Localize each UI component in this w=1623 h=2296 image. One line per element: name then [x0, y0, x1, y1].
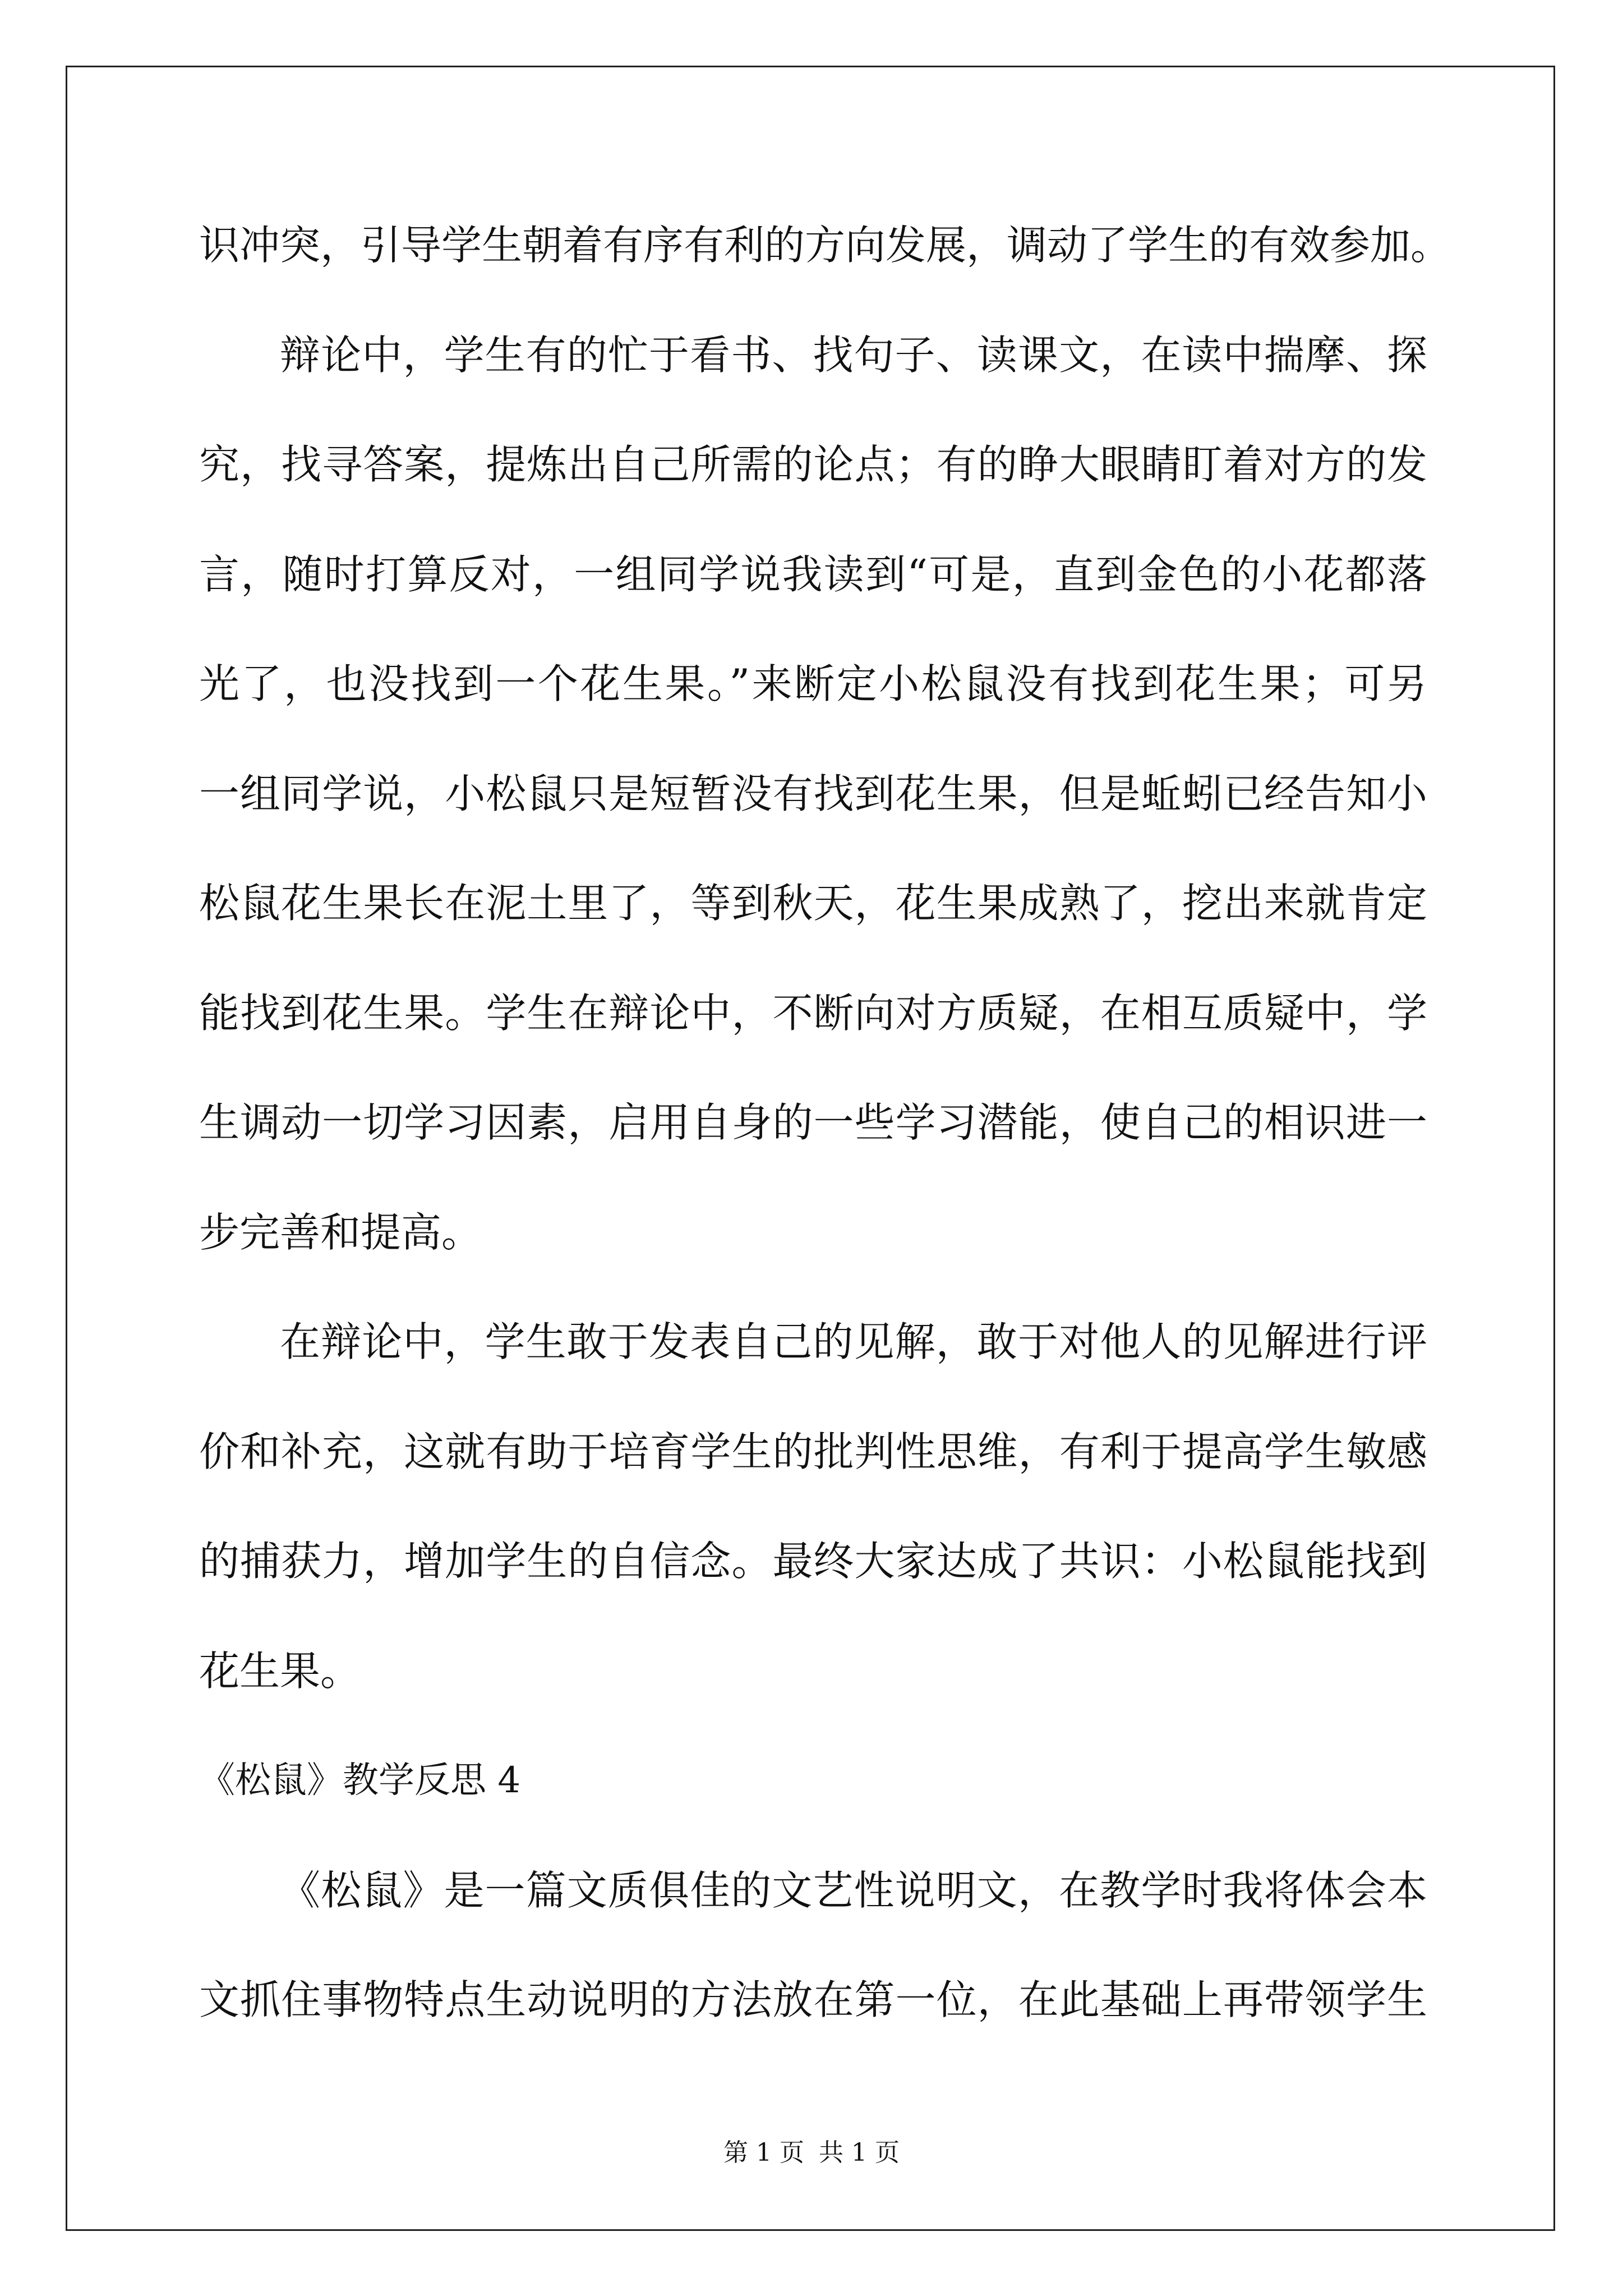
paragraph-line: 《松鼠》是一篇文质俱佳的文艺性说明文，在教学时我将体会本	[280, 1866, 1427, 1914]
paragraph-line: 松鼠花生果长在泥土里了，等到秋天，花生果成熟了，挖出来就肯定	[199, 880, 1427, 927]
paragraph-line: 究，找寻答案，提炼出自己所需的论点；有的睁大眼睛盯着对方的发	[199, 441, 1427, 488]
section-heading: 《松鼠》教学反思 4	[199, 1760, 521, 1801]
paragraph-line: 在辩论中，学生敢于发表自己的见解，敢于对他人的见解进行评	[280, 1318, 1427, 1365]
paragraph-line: 光了，也没找到一个花生果。”来断定小松鼠没有找到花生果；可另	[199, 660, 1427, 707]
paragraph-line: 文抓住事物特点生动说明的方法放在第一位，在此基础上再带领学生	[199, 1976, 1427, 2023]
paragraph-line: 花生果。	[199, 1647, 361, 1695]
paragraph-line: 价和补充，这就有助于培育学生的批判性思维，有利于提高学生敏感	[199, 1428, 1427, 1475]
document-body	[199, 191, 1451, 2055]
page-total: 共 1 页	[819, 2138, 900, 2167]
page-number: 第 1 页	[723, 2138, 804, 2167]
paragraph-line: 一组同学说，小松鼠只是短暂没有找到花生果，但是蚯蚓已经告知小	[199, 770, 1427, 817]
paragraph-line: 言，随时打算反对，一组同学说我读到“可是，直到金色的小花都落	[199, 550, 1427, 598]
paragraph-line: 识冲突，引导学生朝着有序有利的方向发展，调动了学生的有效参加。	[199, 222, 1451, 269]
paragraph-line: 的捕获力，增加学生的自信念。最终大家达成了共识：小松鼠能找到	[199, 1538, 1427, 1585]
paragraph-line: 步完善和提高。	[199, 1208, 482, 1256]
paragraph-line: 生调动一切学习因素，启用自身的一些学习潜能，使自己的相识进一	[199, 1099, 1427, 1146]
paragraph-line: 辩论中，学生有的忙于看书、找句子、读课文，在读中揣摩、探	[280, 331, 1427, 379]
paragraph-line: 能找到花生果。学生在辩论中，不断向对方质疑，在相互质疑中，学	[199, 989, 1427, 1037]
page-footer	[0, 2136, 1623, 2170]
